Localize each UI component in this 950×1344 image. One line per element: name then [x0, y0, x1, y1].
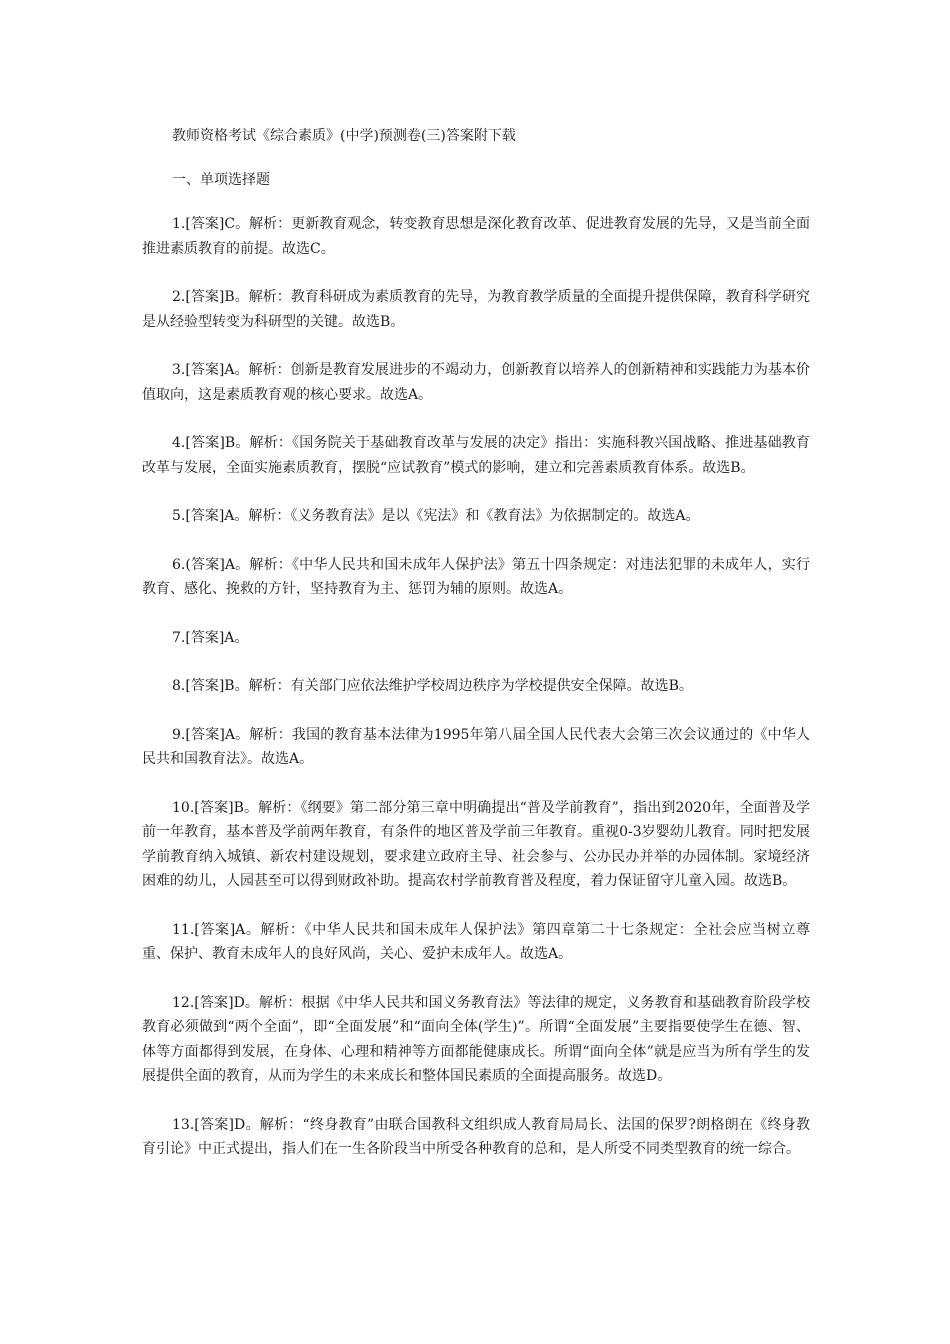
section-heading: 一、单项选择题: [172, 172, 270, 188]
answer-item-1: 1.[答案]C。解析：更新教育观念，转变教育思想是深化教育改革、促进教育发展的先导，又是当前全面推进素质教育的前提。故选C。: [142, 216, 810, 257]
answer-item-10: 10.[答案]B。解析：《纲要》第二部分第三章中明确提出“普及学前教育”，指出到2020年，全面普及学前一年教育，基本普及学前两年教育，有条件的地区普及学前三年教育。重视0-3岁婴幼儿教育。同时把发展学前教育纳入城镇、新农村建设规划，要求建立政府主导、社会参与、公办民办并举的办园体制。家境经济困难的幼儿，人园甚至可以得到财政补助。提高农村学前教育普及程度，着力保证留守儿童入园。故选B。: [142, 799, 810, 889]
answer-item-3: 3.[答案]A。解析：创新是教育发展进步的不竭动力，创新教育以培养人的创新精神和实践能力为基本价值取向，这是素质教育观的核心要求。故选A。: [142, 362, 810, 403]
document-title: 教师资格考试《综合素质》(中学)预测卷(三)答案附下载: [172, 128, 516, 144]
answer-item-7: 7.[答案]A。: [172, 629, 249, 646]
answer-item-13: 13.[答案]D。解析：“终身教育”由联合国教科文组织成人教育局局长、法国的保罗?朗格朗在《终身教育引论》中正式提出，指人们在一生各阶段当中所受各种教育的总和，是人所受不同类型教育的统一综合。: [142, 1116, 810, 1157]
answer-item-4: 4.[答案]B。解析：《国务院关于基础教育改革与发展的决定》指出：实施科教兴国战略、推进基础教育改革与发展，全面实施素质教育，摆脱“应试教育”模式的影响，建立和完善素质教育体系。故选B。: [142, 435, 810, 476]
answer-item-5: 5.[答案]A。解析：《义务教育法》是以《宪法》和《教育法》为依据制定的。故选A。: [172, 508, 700, 524]
answer-item-8: 8.[答案]B。解析：有关部门应依法维护学校周边秩序为学校提供安全保障。故选B。: [172, 678, 693, 694]
answer-item-12: 12.[答案]D。解析：根据《中华人民共和国义务教育法》等法律的规定，义务教育和基础教育阶段学校教育必须做到“两个全面”，即“全面发展”和“面向全体(学生)”。所谓“全面发展”主要指要使学生在德、智、体等方面都得到发展，在身体、心理和精神等方面都能健康成长。所谓“面向全体”就是应当为所有学生的发展提供全面的教育，从而为学生的未来成长和整体国民素质的全面提高服务。故选D。: [142, 994, 810, 1084]
answer-item-11: 11.[答案]A。解析：《中华人民共和国未成年人保护法》第四章第二十七条规定：全社会应当树立尊重、保护、教育未成年人的良好风尚，关心、爱护未成年人。故选A。: [142, 921, 810, 962]
answer-item-6: 6.(答案]A。解析：《中华人民共和国未成年人保护法》第五十四条规定：对违法犯罪的未成年人，实行教育、感化、挽救的方针，坚持教育为主、惩罚为辅的原则。故选A。: [142, 556, 810, 597]
answer-item-9: 9.[答案]A。解析：我国的教育基本法律为1995年第八届全国人民代表大会第三次会议通过的《中华人民共和国教育法》。故选A。: [142, 726, 810, 767]
document-body: [142, 124, 810, 1186]
answer-list: [142, 212, 810, 1162]
answer-item-2: 2.[答案]B。解析：教育科研成为素质教育的先导，为教育教学质量的全面提升提供保障，教育科学研究是从经验型转变为科研型的关键。故选B。: [142, 289, 810, 330]
